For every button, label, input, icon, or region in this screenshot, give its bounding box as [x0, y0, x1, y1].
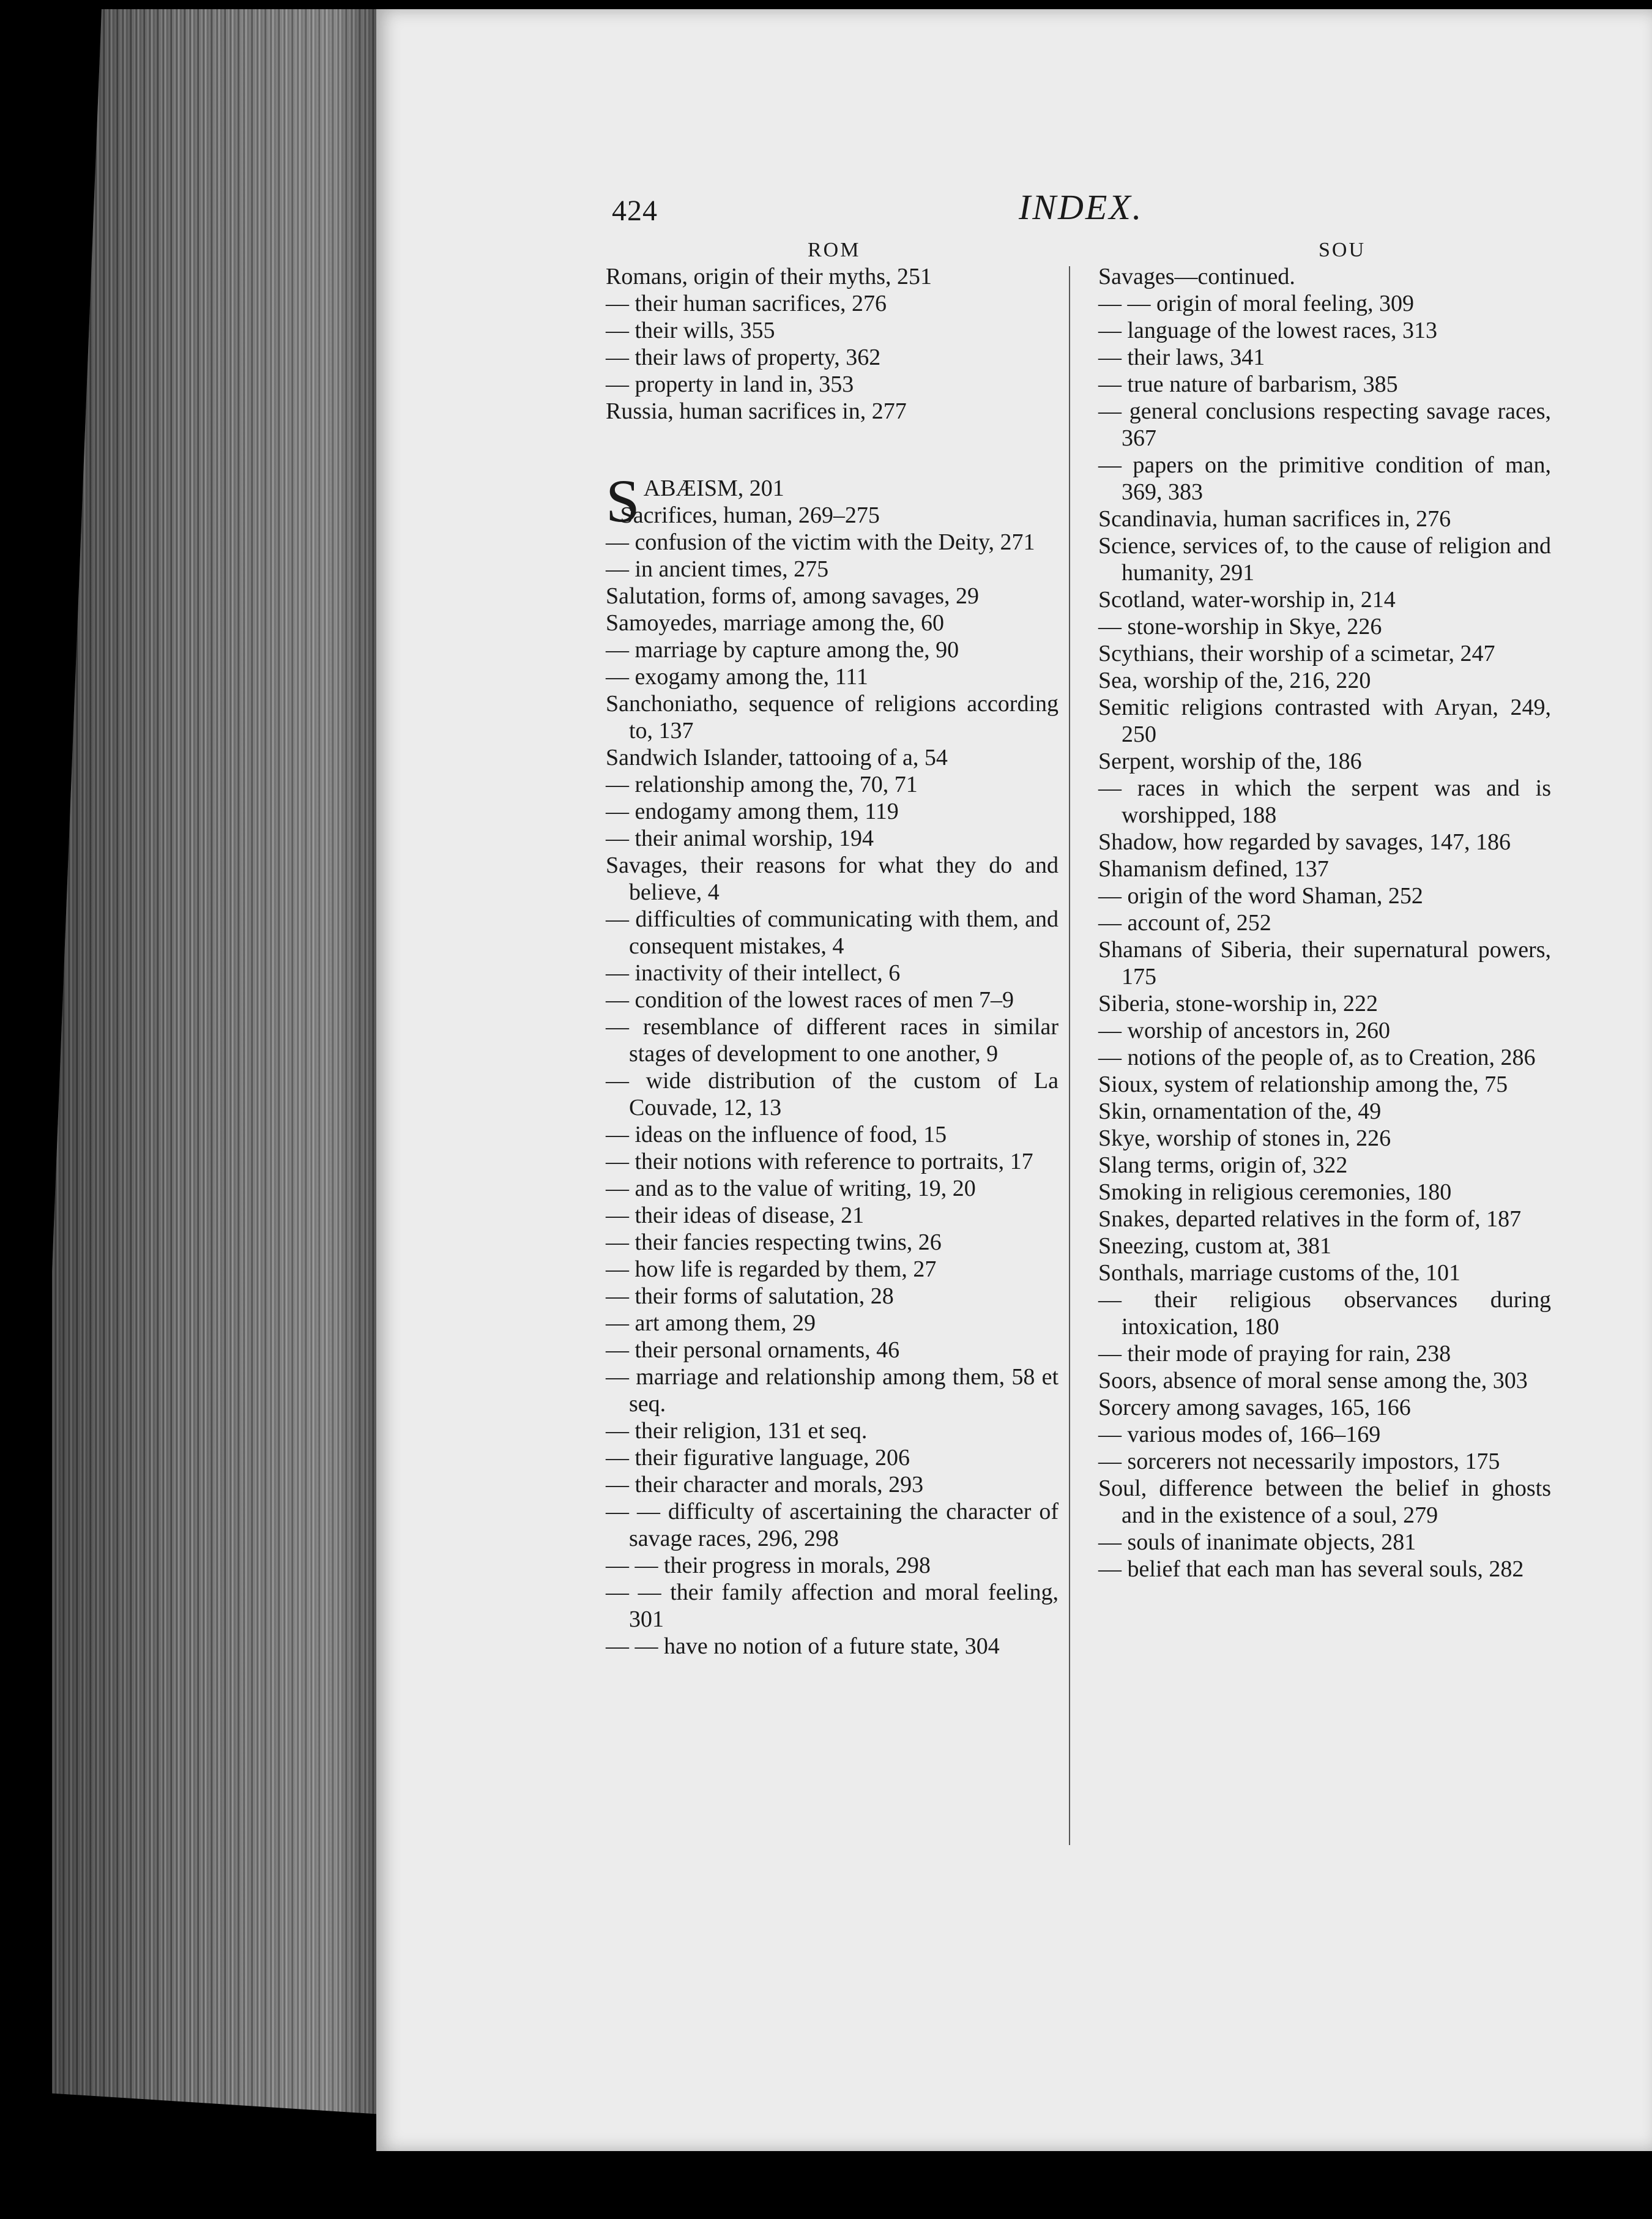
- index-entry: Romans, origin of their myths, 251: [606, 264, 932, 289]
- index-entry: — exogamy among the, 111: [606, 664, 868, 690]
- index-entry: — marriage and relationship among them, 58 et seq.: [606, 1364, 1059, 1417]
- book-page: [376, 9, 1652, 2151]
- index-entry: — notions of the people of, as to Creation, 286: [1098, 1045, 1536, 1070]
- index-entry: — art among them, 29: [606, 1310, 816, 1336]
- index-entry: — confusion of the victim with the Deity, 271: [606, 529, 1035, 555]
- index-entry: — and as to the value of writing, 19, 20: [606, 1176, 976, 1201]
- index-entry: — — their family affection and moral feeling, 301: [606, 1579, 1059, 1632]
- index-entry: Soors, absence of moral sense among the, 303: [1098, 1368, 1528, 1393]
- index-entry: — their laws, 341: [1098, 345, 1265, 370]
- index-entry: Snakes, departed relatives in the form of, 187: [1098, 1206, 1522, 1232]
- index-entry: Siberia, stone-worship in, 222: [1098, 991, 1379, 1016]
- guide-word-left: ROM: [808, 239, 861, 261]
- index-entry: — general conclusions respecting savage races, 367: [1098, 398, 1551, 451]
- index-entry: — wide distribution of the custom of La Couvade, 12, 13: [606, 1068, 1059, 1121]
- index-column-right: [1098, 263, 1551, 1583]
- page-edges: [52, 9, 382, 2114]
- index-entry: Russia, human sacrifices in, 277: [606, 398, 907, 424]
- index-column-left: [606, 263, 1059, 1660]
- index-entry: Sneezing, custom at, 381: [1098, 1233, 1331, 1259]
- section-gap: [606, 425, 1059, 475]
- index-entry: — — origin of moral feeling, 309: [1098, 291, 1415, 316]
- index-entry: — various modes of, 166–169: [1098, 1422, 1381, 1447]
- index-entry: — language of the lowest races, 313: [1098, 318, 1437, 343]
- index-entry: — origin of the word Shaman, 252: [1098, 883, 1423, 909]
- index-entry: — property in land in, 353: [606, 371, 854, 397]
- index-entry: — their character and morals, 293: [606, 1472, 924, 1497]
- index-entry: Samoyedes, marriage among the, 60: [606, 610, 944, 636]
- guide-word-right: SOU: [1319, 239, 1366, 261]
- index-entry: — their animal worship, 194: [606, 826, 874, 851]
- index-entry: Savages—continued.: [1098, 264, 1295, 289]
- index-entry: — how life is regarded by them, 27: [606, 1256, 937, 1282]
- index-entry: Serpent, worship of the, 186: [1098, 748, 1362, 774]
- index-entry: Semitic religions contrasted with Aryan, 249, 250: [1098, 695, 1551, 747]
- index-entry: — relationship among the, 70, 71: [606, 772, 918, 797]
- index-entry: Science, services of, to the cause of religion and humanity, 291: [1098, 533, 1551, 586]
- index-entry: — their laws of property, 362: [606, 345, 881, 370]
- index-entry: — inactivity of their intellect, 6: [606, 960, 901, 986]
- index-entry: — in ancient times, 275: [606, 556, 829, 582]
- index-entry: — their figurative language, 206: [606, 1445, 910, 1471]
- index-entry: — races in which the serpent was and is worshipped, 188: [1098, 775, 1551, 828]
- index-entry: Smoking in religious ceremonies, 180: [1098, 1179, 1452, 1205]
- index-entry: — endogamy among them, 119: [606, 799, 899, 824]
- index-entry: — souls of inanimate objects, 281: [1098, 1529, 1416, 1555]
- index-entry: Sea, worship of the, 216, 220: [1098, 668, 1371, 693]
- index-entry: — true nature of barbarism, 385: [1098, 371, 1398, 397]
- column-divider: [1069, 266, 1070, 1845]
- index-entry: Sonthals, marriage customs of the, 101: [1098, 1260, 1461, 1286]
- index-entry: Soul, difference between the belief in ghosts and in the existence of a soul, 279: [1098, 1475, 1551, 1528]
- index-entry: — their personal ornaments, 46: [606, 1337, 900, 1363]
- index-entry: Salutation, forms of, among savages, 29: [606, 583, 980, 609]
- page-number: 424: [612, 195, 658, 227]
- index-entry: — their fancies respecting twins, 26: [606, 1229, 942, 1255]
- index-entry: Scandinavia, human sacrifices in, 276: [1098, 506, 1451, 532]
- index-entry: — their religion, 131 et seq.: [606, 1418, 868, 1444]
- index-entry: — stone-worship in Skye, 226: [1098, 614, 1382, 640]
- index-entry: Scotland, water-worship in, 214: [1098, 587, 1396, 613]
- index-entry: — their wills, 355: [606, 318, 775, 343]
- index-entry: Shamans of Siberia, their supernatural powers, 175: [1098, 937, 1551, 990]
- index-entry: Scythians, their worship of a scimetar, 247: [1098, 641, 1495, 666]
- index-entry: Slang terms, origin of, 322: [1098, 1152, 1348, 1178]
- index-entry: Sandwich Islander, tattooing of a, 54: [606, 745, 948, 770]
- index-entry: — belief that each man has several souls, 282: [1098, 1556, 1524, 1582]
- index-entry: Shadow, how regarded by savages, 147, 186: [1098, 829, 1511, 855]
- index-entry: Skye, worship of stones in, 226: [1098, 1125, 1391, 1151]
- index-entry: — difficulties of communicating with them, and consequent mistakes, 4: [606, 906, 1059, 959]
- index-entry: Savages, their reasons for what they do and believe, 4: [606, 852, 1059, 905]
- index-entry: — their human sacrifices, 276: [606, 291, 887, 316]
- page-header: [376, 187, 1652, 236]
- index-entry: Sorcery among savages, 165, 166: [1098, 1395, 1411, 1420]
- index-entry: — their forms of salutation, 28: [606, 1283, 894, 1309]
- index-entry: — — difficulty of ascertaining the character of savage races, 296, 298: [606, 1499, 1059, 1551]
- index-entry: — sorcerers not necessarily impostors, 175: [1098, 1449, 1500, 1474]
- index-entry: — their notions with reference to portraits, 17: [606, 1149, 1033, 1174]
- index-entry: Sacrifices, human, 269–275: [620, 502, 880, 528]
- index-entry: — — have no notion of a future state, 304: [606, 1633, 1000, 1659]
- index-entry: — — their progress in morals, 298: [606, 1553, 931, 1578]
- index-entry: — their ideas of disease, 21: [606, 1203, 865, 1228]
- index-entry: — marriage by capture among the, 90: [606, 637, 959, 663]
- index-entry: Skin, ornamentation of the, 49: [1098, 1098, 1382, 1124]
- index-entry: Sanchoniatho, sequence of religions according to, 137: [606, 691, 1059, 744]
- index-entry: Sioux, system of relationship among the, 75: [1098, 1072, 1508, 1097]
- index-entry: — condition of the lowest races of men 7–9: [606, 987, 1014, 1013]
- index-entry: — resemblance of different races in similar stages of development to one another, 9: [606, 1014, 1059, 1067]
- index-entry: — papers on the primitive condition of man, 369, 383: [1098, 452, 1551, 505]
- index-entry: — their mode of praying for rain, 238: [1098, 1341, 1451, 1367]
- index-entry: — account of, 252: [1098, 910, 1271, 936]
- index-entry: Shamanism defined, 137: [1098, 856, 1329, 882]
- index-entry: — worship of ancestors in, 260: [1098, 1018, 1391, 1043]
- drop-cap-rest: ABÆISM, 201: [643, 476, 784, 501]
- index-entry: — their religious observances during intoxication, 180: [1098, 1287, 1551, 1340]
- drop-cap: S: [606, 467, 640, 535]
- index-entry: — ideas on the influence of food, 15: [606, 1122, 947, 1147]
- running-title: INDEX.: [1019, 187, 1144, 227]
